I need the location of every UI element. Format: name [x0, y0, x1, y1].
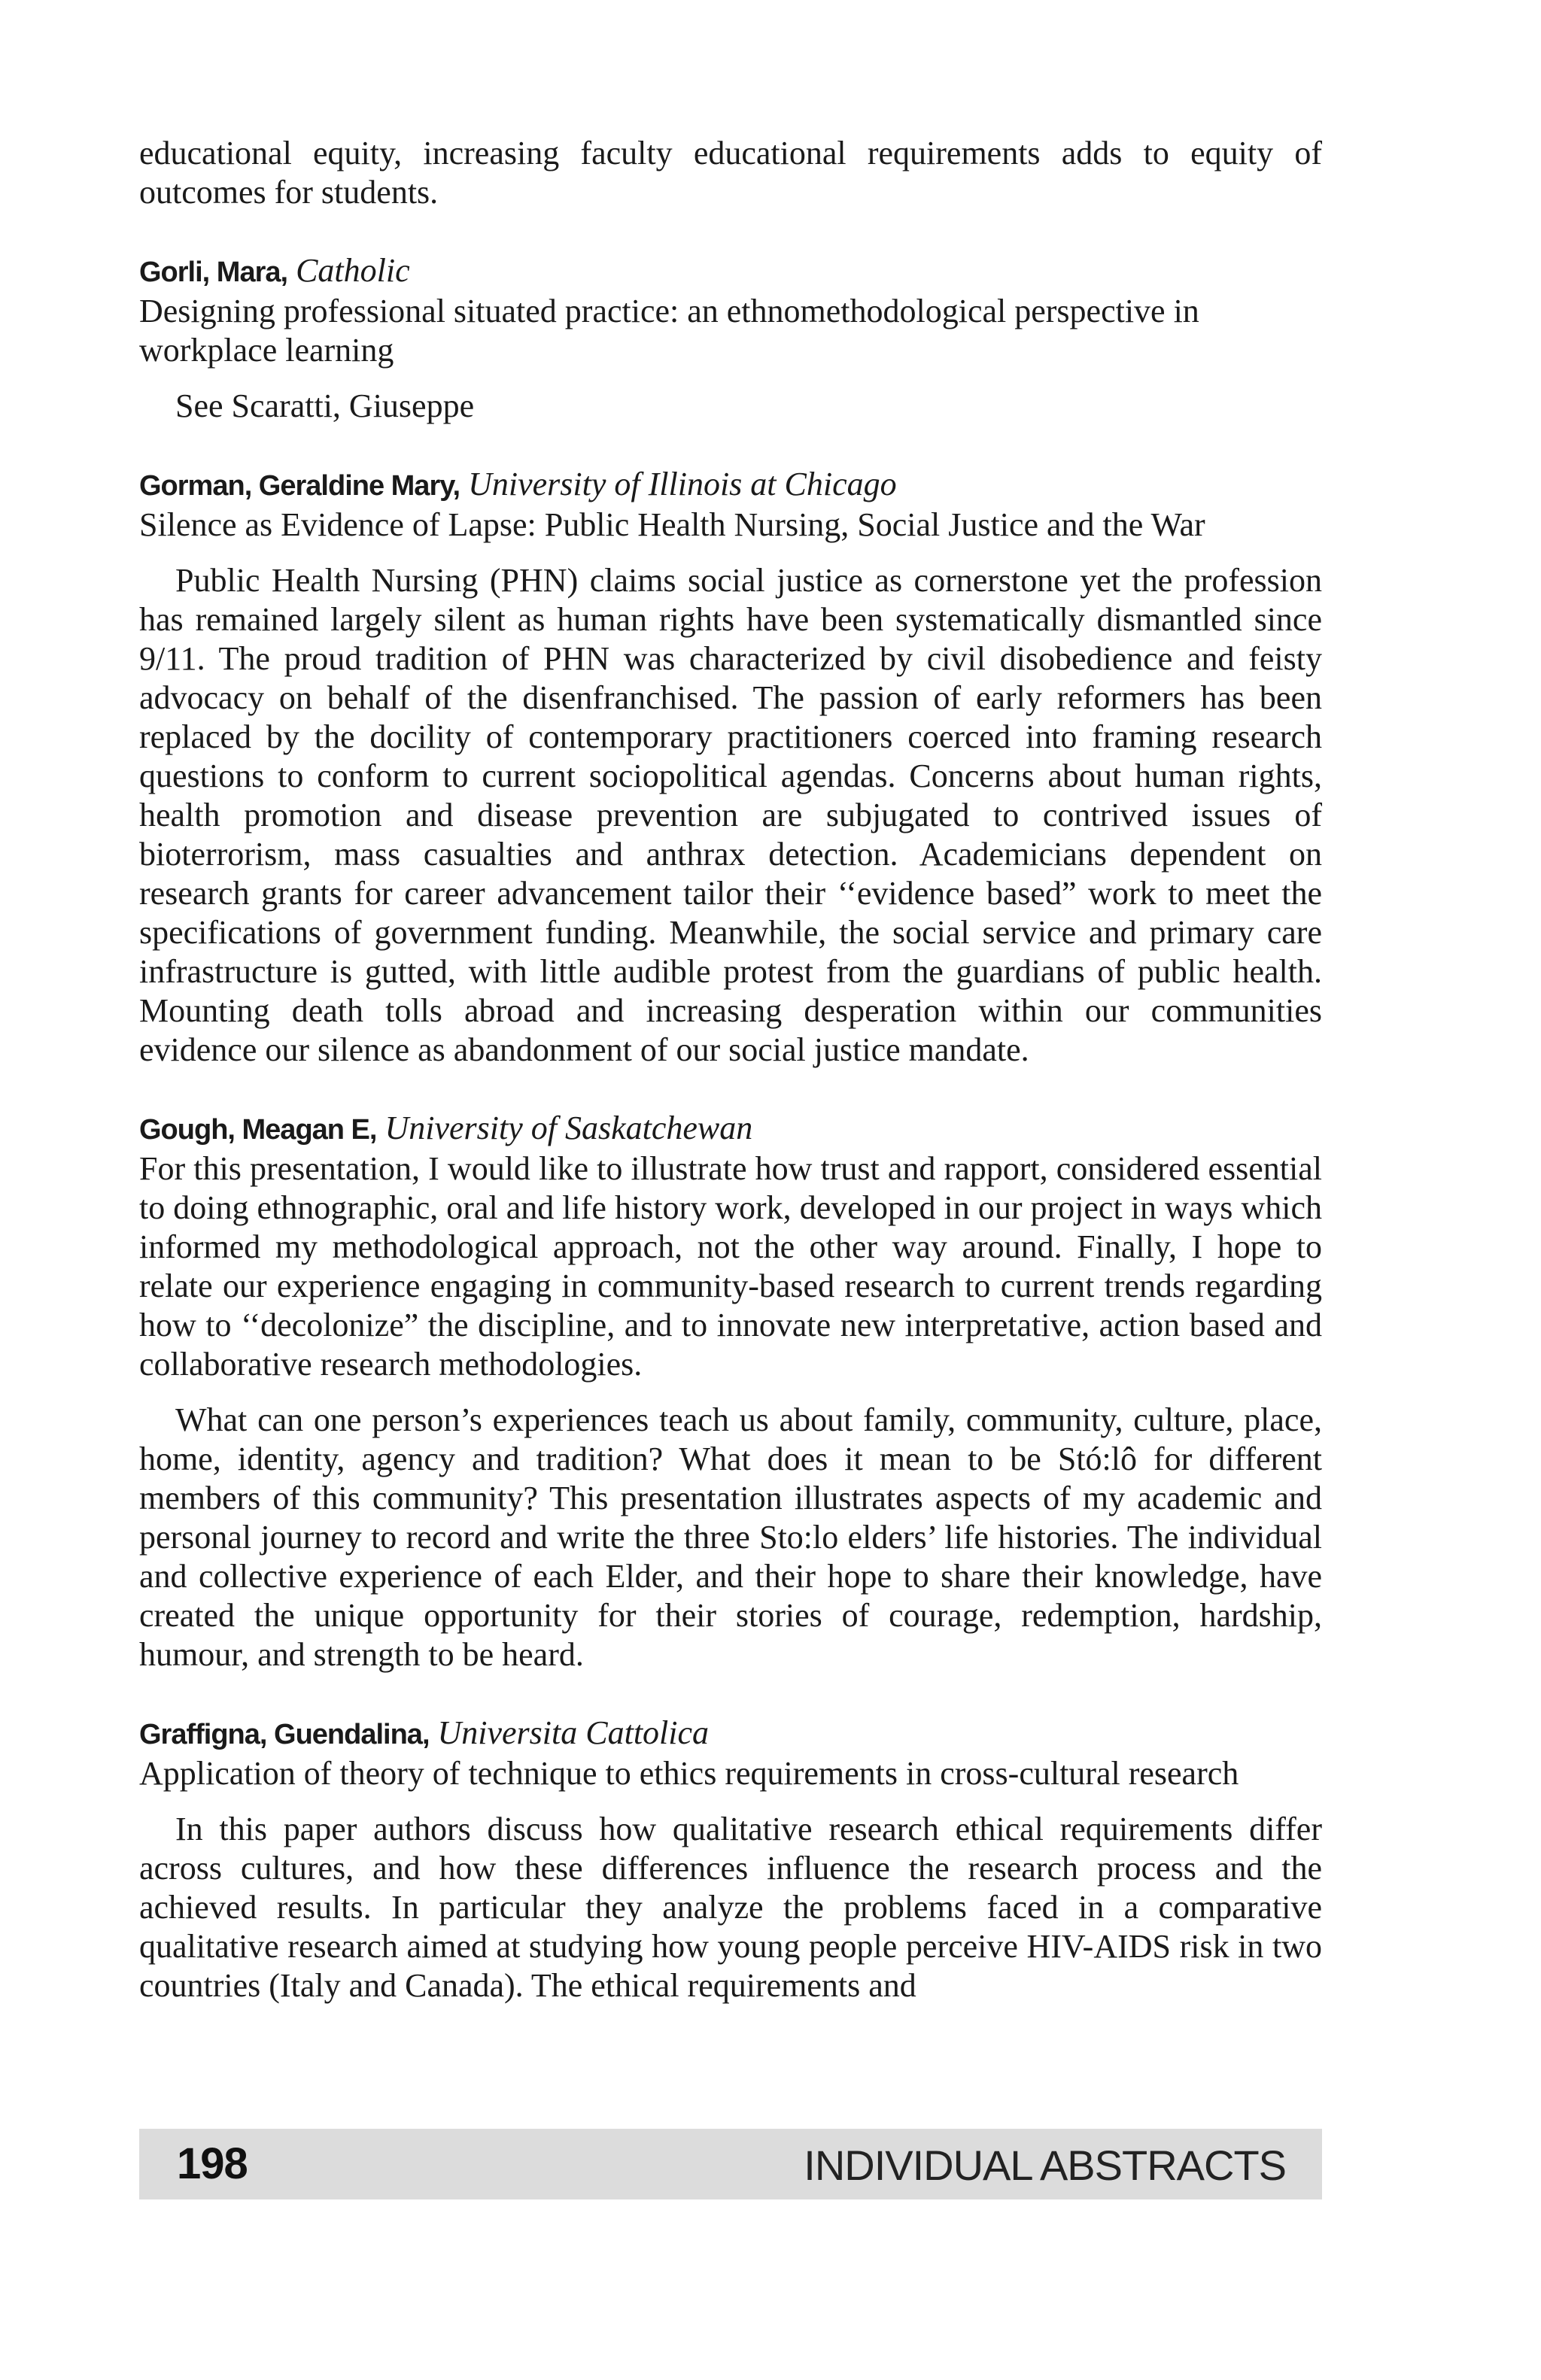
page-number: 198 — [177, 2139, 248, 2188]
entry-heading — [139, 251, 1322, 292]
abstract-entry — [139, 1714, 1322, 2005]
entry-heading — [139, 465, 1322, 505]
author-name: Gough, Meagan E, — [139, 1114, 377, 1146]
author-name: Graffigna, Guendalina, — [139, 1719, 430, 1750]
abstract-title: Designing professional situated practice: an ethnomethodological perspective in workplace learning — [139, 293, 1199, 369]
page-footer — [139, 2129, 1322, 2199]
section-title: INDIVIDUAL ABSTRACTS — [804, 2142, 1286, 2189]
author-name: Gorman, Geraldine Mary, — [139, 470, 460, 502]
entry-heading — [139, 1109, 1322, 1149]
author-affiliation: University of Saskatchewan — [384, 1110, 753, 1146]
abstract-title: Application of theory of technique to ethics requirements in cross-cultural research — [139, 1755, 1239, 1792]
abstract-paragraph: In this paper authors discuss how qualitative research ethical requirements differ across cultures, and how these differences influence the research process and the achieved results. In particular they analyze the problems faced in a comparative qualitative research aimed at studying how young people perceive HIV-AIDS risk in two countries (Italy and Canada). The ethical requirements and — [139, 1811, 1322, 2004]
abstract-entry — [139, 465, 1322, 1070]
author-affiliation: Universita Cattolica — [437, 1714, 710, 1751]
abstract-paragraph: Public Health Nursing (PHN) claims social justice as cornerstone yet the profession has remained largely silent as human rights have been systematically dismantled since 9/11. The proud tradition of PHN was characterized by civil disobedience and feisty advocacy on behalf of the disenfranchised. The passion of early reformers has been replaced by the docility of contemporary practitioners coerced into framing research questions to conform to current sociopolitical agendas. Concerns about human rights, health promotion and disease prevention are subjugated to contrived issues of bioterrorism, mass casualties and anthrax detection. Academicians dependent on research grants for career advancement tailor their ‘‘evidence based” work to meet the specifications of government funding. Meanwhile, the social service and primary care infrastructure is gutted, with little audible protest from the guardians of public health. Mounting death tolls abroad and increasing desperation within our communities evidence our silence as abandonment of our social justice mandate. — [139, 562, 1322, 1068]
entry-heading — [139, 1714, 1322, 1754]
page-body — [139, 134, 1322, 2005]
author-affiliation: University of Illinois at Chicago — [468, 466, 897, 502]
abstract-paragraph: For this presentation, I would like to illustrate how trust and rapport, considered essential to doing ethnographic, oral and life history work, developed in our project in ways which informed my methodological approach, not the other way around. Finally, I hope to relate our experience engaging in community-based research to current trends regarding how to ‘‘decolonize” the discipline, and to innovate new interpretative, action based and collaborative research methodologies. — [139, 1150, 1322, 1383]
continuation-text: educational equity, increasing faculty educational requirements adds to equity of outcomes for students. — [139, 135, 1322, 211]
abstract-entry — [139, 1109, 1322, 1674]
author-affiliation: Catholic — [296, 252, 410, 289]
abstract-entry — [139, 251, 1322, 426]
abstract-paragraph: See Scaratti, Giuseppe — [175, 387, 475, 424]
author-name: Gorli, Mara, — [139, 257, 288, 288]
abstract-title: Silence as Evidence of Lapse: Public Health Nursing, Social Justice and the War — [139, 506, 1205, 543]
abstract-paragraph: What can one person’s experiences teach us about family, community, culture, place, home, identity, agency and tradition? What does it mean to be Stó:lô for different members of this community? This presentation illustrates aspects of my academic and personal journey to record and write the three Sto:lo elders’ life histories. The individual and collective experience of each Elder, and their hope to share their knowledge, have created the unique opportunity for their stories of courage, redemption, hardship, humour, and strength to be heard. — [139, 1401, 1322, 1673]
